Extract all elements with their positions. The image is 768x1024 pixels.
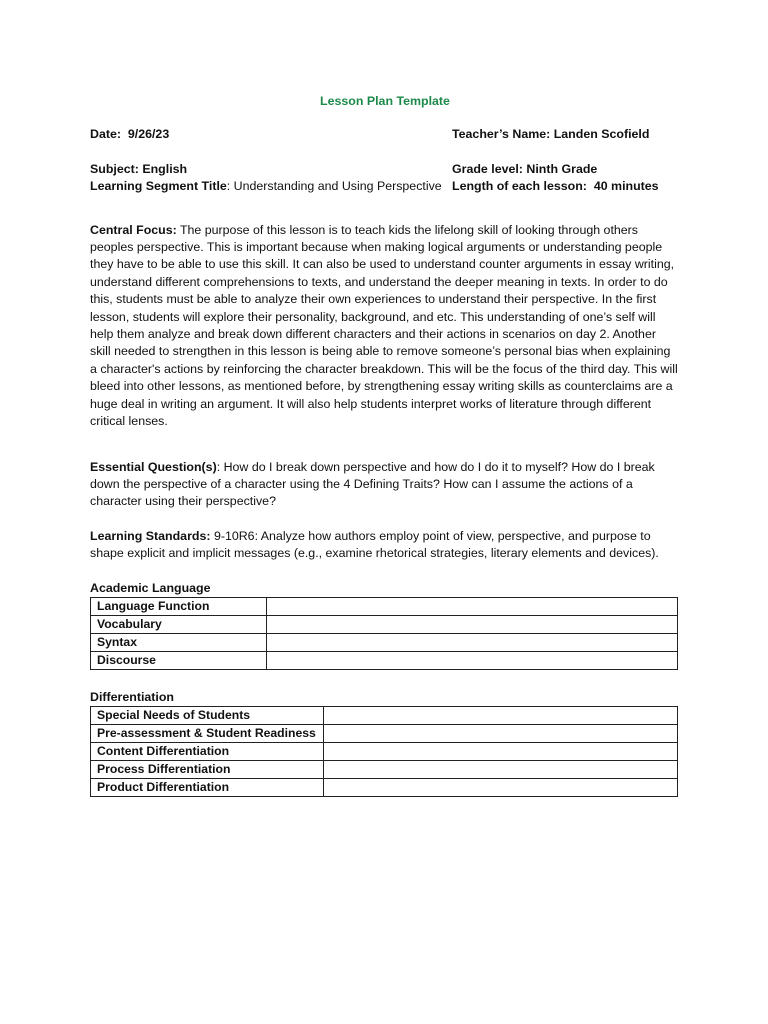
grade-field: [452, 161, 680, 178]
learning-standards-paragraph: [90, 528, 680, 563]
table-cell-label: Content Differentiation: [91, 743, 324, 761]
table-cell-label: Syntax: [91, 633, 267, 651]
table-row: [91, 597, 678, 615]
document-page: [90, 93, 680, 797]
segment-field: [90, 178, 452, 195]
table-cell-label: Pre-assessment & Student Readiness: [91, 725, 324, 743]
differentiation-table: [90, 706, 678, 797]
meta-row-segment: [90, 178, 680, 195]
table-cell-blank[interactable]: [324, 707, 678, 725]
meta-row-date: [90, 126, 680, 143]
differentiation-title: Differentiation: [90, 689, 174, 704]
essential-questions-label: Essential Question(s): [90, 459, 217, 474]
table-row: [91, 725, 678, 743]
segment-label: Learning Segment Title: [90, 179, 227, 194]
central-focus-paragraph: [90, 222, 680, 431]
subject-field: [90, 161, 452, 178]
essential-questions-text: : How do I break down perspective and how do I do it to myself? How do I break down the perspective of a character using the 4 Defining Traits? How can I assume the actions of a character using their perspective?: [90, 459, 655, 509]
academic-language-title: Academic Language: [90, 580, 211, 595]
table-cell-label: Special Needs of Students: [91, 707, 324, 725]
central-focus-text: The purpose of this lesson is to teach kids the lifelong skill of looking through others peoples perspective. This is important because when making logical arguments or understanding people they have to be able to use this skill. It can also be used to understand counter arguments in essay writing, understand different comprehensions to texts, and understand the deeper meaning in texts. In order to do this, students must be able to analyze their own experiences to understand their perspective. In the first lesson, students will explore their personality, background, and etc. This understanding of one’s self will help them analyze and break down different characters and their actions in scenarios on day 2. Another skill needed to strengthen in this lesson is being able to remove someone’s personal bias when explaining a character's actions by reinforcing the character breakdown. This will be the focus of the third day. This will bleed into other lessons, as mentioned before, by strengthening essay writing skills as counterclaims are a huge deal in writing an argument. It will also help students interpret works of literature through different critical lenses.: [90, 222, 678, 429]
teacher-value: Landen Scofield: [553, 127, 650, 142]
table-cell-blank[interactable]: [324, 725, 678, 743]
teacher-field: [452, 126, 680, 143]
table-cell-blank[interactable]: [267, 597, 678, 615]
length-label: Length of each lesson:: [452, 179, 587, 194]
table-cell-blank[interactable]: [324, 761, 678, 779]
essential-questions-paragraph: [90, 459, 680, 511]
meta-row-subject: [90, 161, 680, 178]
learning-standards-text: 9-10R6: Analyze how authors employ point of view, perspective, and purpose to shape explicit and implicit messages (e.g., examine rhetorical strategies, literary elements and devices).: [90, 528, 659, 561]
grade-value: Ninth Grade: [526, 161, 598, 176]
table-row: [91, 743, 678, 761]
table-cell-label: Vocabulary: [91, 615, 267, 633]
table-cell-blank[interactable]: [324, 743, 678, 761]
table-row: [91, 707, 678, 725]
table-row: [91, 615, 678, 633]
teacher-label: Teacher’s Name:: [452, 127, 551, 142]
date-label: Date:: [90, 127, 121, 142]
grade-label: Grade level:: [452, 161, 523, 176]
table-row: [91, 651, 678, 669]
subject-label: Subject:: [90, 161, 139, 176]
subject-value: English: [142, 161, 188, 176]
learning-standards-label: Learning Standards:: [90, 528, 211, 543]
table-cell-blank[interactable]: [324, 779, 678, 797]
table-cell-blank[interactable]: [267, 651, 678, 669]
length-field: [452, 178, 680, 195]
table-cell-label: Process Differentiation: [91, 761, 324, 779]
table-cell-label: Language Function: [91, 597, 267, 615]
table-cell-label: Discourse: [91, 651, 267, 669]
length-value: 40 minutes: [593, 179, 659, 194]
academic-language-table: [90, 597, 678, 670]
table-cell-label: Product Differentiation: [91, 779, 324, 797]
table-cell-blank[interactable]: [267, 633, 678, 651]
table-cell-blank[interactable]: [267, 615, 678, 633]
date-value: 9/26/23: [127, 127, 170, 142]
date-field: [90, 126, 452, 143]
table-row: [91, 633, 678, 651]
central-focus-label: Central Focus:: [90, 222, 177, 237]
table-row: [91, 779, 678, 797]
segment-value: : Understanding and Using Perspective: [226, 179, 442, 194]
document-title: Lesson Plan Template: [320, 94, 450, 108]
table-row: [91, 761, 678, 779]
